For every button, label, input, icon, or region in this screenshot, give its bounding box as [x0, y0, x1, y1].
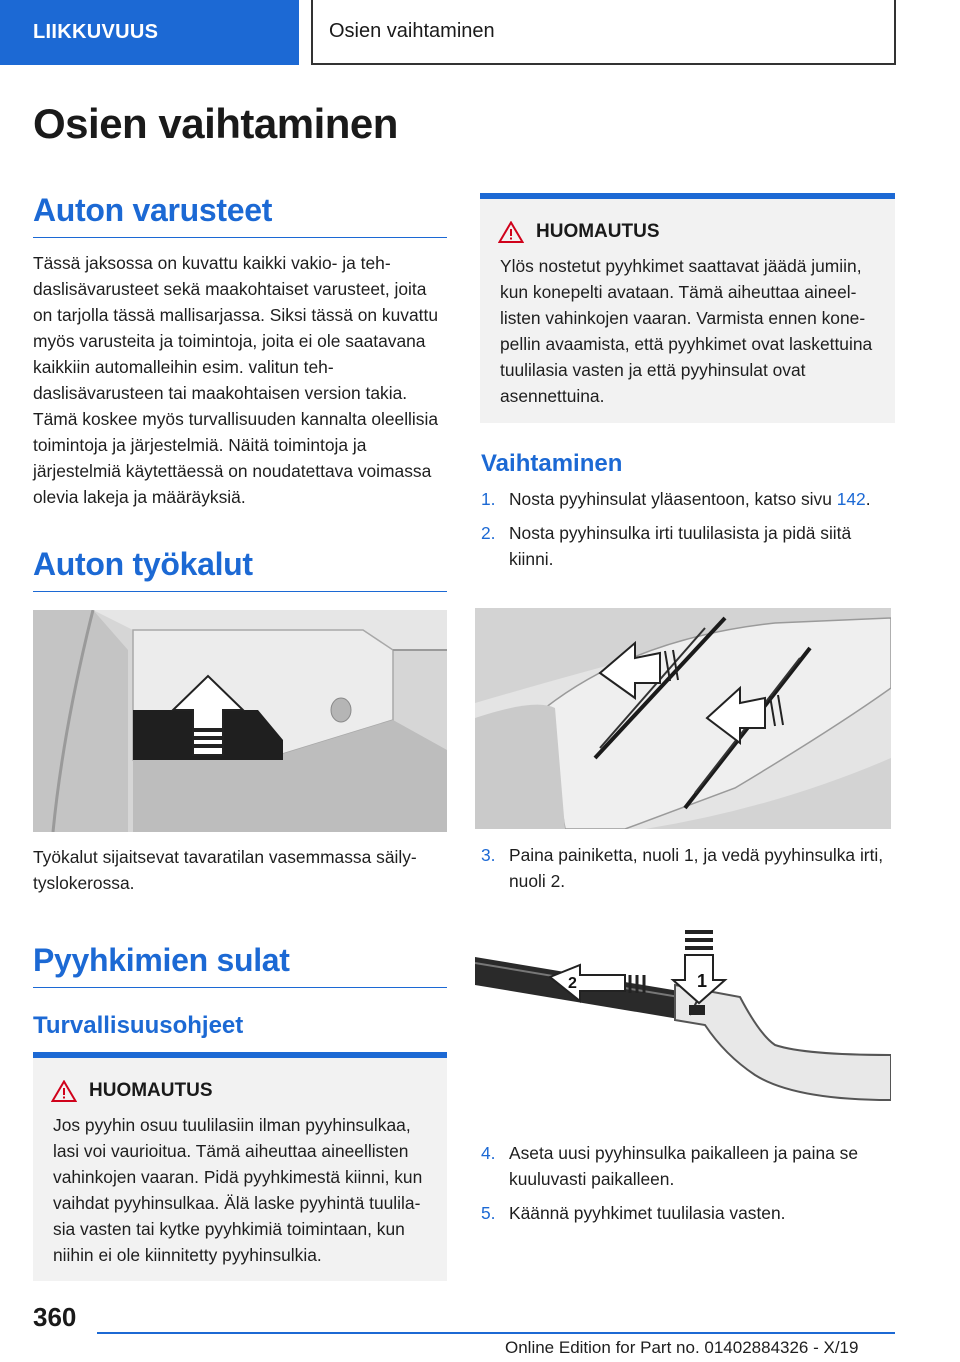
step-text: Paina painiketta, nuoli 1, ja vedä pyyhinsulka irti, nuoli 2.: [509, 845, 884, 891]
notice-text: Ylös nostetut pyyhkimet saattavat jäädä jumiin, kun konepelti avataan. Tämä aiheuttaa aineellisten vahinkojen vaaran. Varmista ennen konepellin avaamista, että pyyhkimet ovat laskettuina tuulilasia vasten ja että pyyhinsulat ovat asennettuina.: [500, 256, 873, 406]
warning-triangle-icon: [51, 1080, 77, 1102]
heading-turvallisuusohjeet: Turvallisuusohjeet: [33, 1012, 244, 1039]
footer-edition-text: Online Edition for Part no. 01402884326 - X/19: [505, 1338, 859, 1357]
notice-title: HUOMAUTUS: [89, 1080, 213, 1101]
page-number: 360: [33, 1302, 77, 1332]
step-item: [481, 486, 895, 512]
heading-pyyhkimien-sulat: Pyyhkimien sulat: [33, 942, 447, 988]
step-item: [481, 520, 895, 572]
step-text: Aseta uusi pyyhinsulka paikalleen ja paina se kuuluvasti paikalleen.: [509, 1143, 859, 1189]
step-item: [481, 842, 895, 894]
notice-box-right: [480, 193, 895, 423]
arrow-label-1: 1: [697, 971, 708, 991]
notice-text: Jos pyyhin osuu tuulilasiin ilman pyyhinsulkaa, lasi voi vaurioitua. Tämä aiheuttaa aineellisten vahinkojen vaaran. Pidä pyyhkimestä kiinni, kun vaihdat pyyhinsulkaa. Älä laske pyyhintä tuulilasia vasten tai kytke pyyhkimiä toimintaan, kun niihin ei ole kiinnitetty pyyhinsulkia.: [53, 1115, 423, 1265]
heading-auton-tyokalut: Auton työkalut: [33, 546, 447, 592]
step-number: 1.: [481, 489, 496, 509]
step-item: [481, 1140, 895, 1192]
footer-divider: [97, 1332, 895, 1334]
step-number: 3.: [481, 845, 496, 865]
arrow-label-2: 2: [568, 975, 577, 992]
tools-caption: Työkalut sijaitsevat tavaratilan vasemmassa säilytyslokerossa.: [33, 847, 417, 893]
header-chapter-tab: [311, 0, 896, 65]
wiper-lift-illustration: [475, 608, 891, 829]
step-number: 4.: [481, 1143, 496, 1163]
step-text-end: .: [865, 489, 871, 509]
notice-box-left: [33, 1052, 447, 1281]
step-number: 5.: [481, 1203, 496, 1223]
notice-title: HUOMAUTUS: [536, 221, 660, 242]
equipment-text: Tässä jaksossa on kuvattu kaikki vakio- ja tehdaslisävarusteet sekä maakohtaiset varusteet, joita on tarjolla tässä mallisarjassa. Siksi tässä on kuvattu myös varusteita ja toimintoja, joita ei ole saatavana kaikkiin automalleihin esim. valitun tehdaslisävarusteen tai maakohtaisen version takia. Tämä koskee myös turvallisuuden kannalta oleellisia toimintoja ja järjestelmiä. Näitä toimintoja ja järjestelmiä käytettäessä on noudatettava voimassa olevia lakeja ja määräyksiä.: [33, 253, 439, 507]
steps-list-c: [481, 1140, 895, 1226]
steps-list-a: [481, 486, 895, 572]
step-item: [481, 1200, 895, 1226]
header-section-label: LIIKKUVUUS: [33, 21, 159, 43]
warning-triangle-icon: [498, 221, 524, 243]
page-title: Osien vaihtaminen: [33, 100, 398, 147]
heading-vaihtaminen: Vaihtaminen: [481, 450, 623, 477]
step-number: 2.: [481, 523, 496, 543]
page-link-142[interactable]: 142: [836, 489, 866, 509]
step-text: Nosta pyyhinsulat yläasentoon, katso sivu: [509, 489, 837, 509]
wiper-blade-release-illustration: [475, 925, 891, 1125]
header-chapter-label: Osien vaihtaminen: [329, 20, 495, 42]
heading-auton-varusteet: Auton varusteet: [33, 192, 447, 238]
trunk-storage-illustration: [33, 610, 447, 832]
steps-list-b: [481, 842, 895, 894]
step-text: Käännä pyyhkimet tuulilasia vasten.: [509, 1203, 786, 1223]
header-section-tab: [0, 0, 299, 65]
step-text: Nosta pyyhinsulka irti tuulilasista ja pidä siitä kiinni.: [509, 523, 852, 569]
